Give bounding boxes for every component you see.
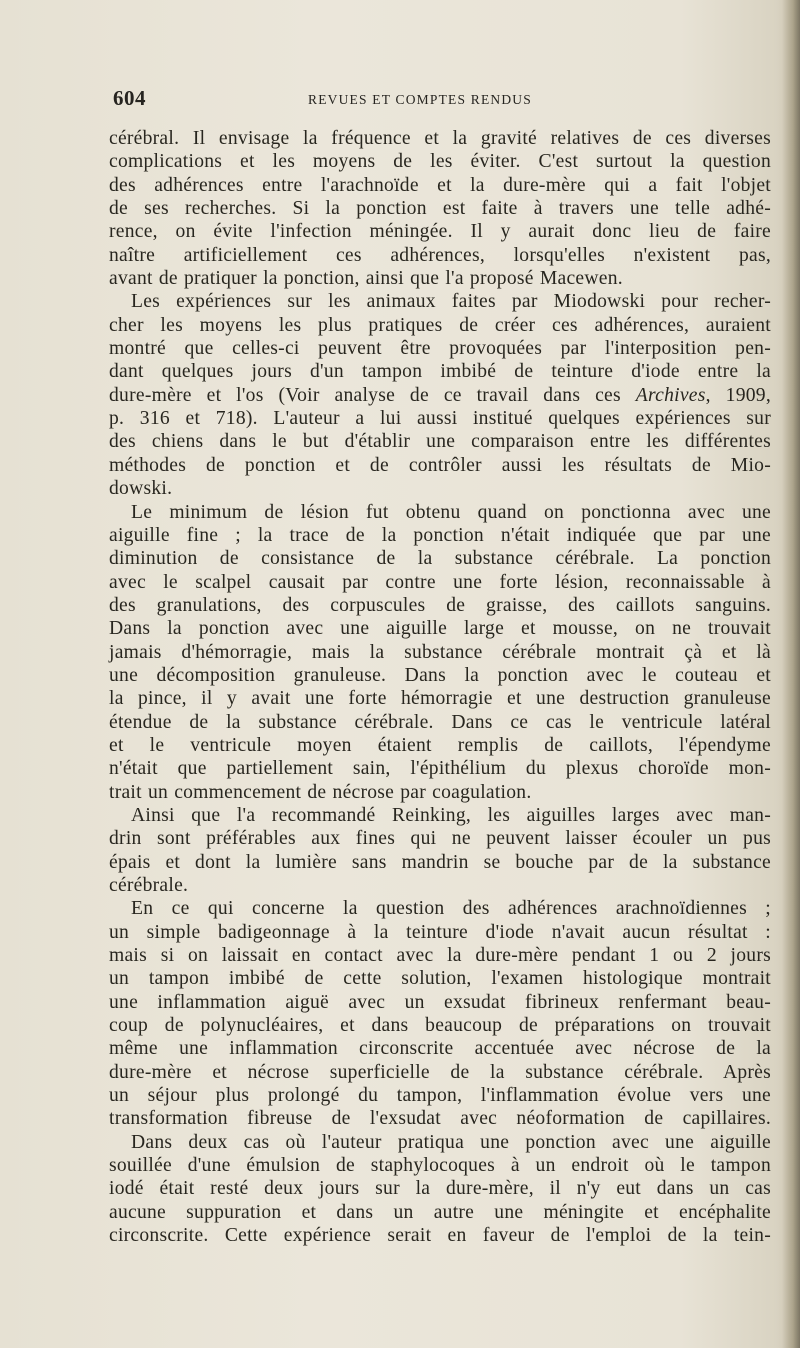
text-line: montré que celles-ci peuvent être provoquées par l'interposition pen- (109, 338, 771, 360)
page-number: 604 (113, 86, 146, 110)
text-line-with-italic (109, 384, 771, 407)
text-line: iodé était resté deux jours sur la dure-mère, il n'y eut dans un cas (109, 1178, 771, 1200)
text-line: Dans la ponction avec une aiguille large et mousse, on ne trouvait (109, 618, 771, 640)
text-line: des adhérences entre l'arachnoïde et la dure-mère qui a fait l'objet (109, 174, 771, 196)
text-line: drin sont préférables aux fines qui ne peuvent laisser écouler un pus (109, 828, 771, 850)
text-line: de ses recherches. Si la ponction est faite à travers une telle adhé- (109, 198, 771, 220)
text-line: avant de pratiquer la ponction, ainsi que l'a proposé Macewen. (109, 268, 623, 290)
text-line: étendue de la substance cérébrale. Dans ce cas le ventricule latéral (109, 711, 771, 733)
text-line: un séjour plus prolongé du tampon, l'inflammation évolue vers une (109, 1085, 771, 1107)
text-line: une inflammation aiguë avec un exsudat fibrineux renfermant beau- (109, 991, 771, 1013)
text-line: n'était que partiellement sain, l'épithélium du plexus choroïde mon- (109, 758, 771, 780)
text-line: un tampon imbibé de cette solution, l'examen histologique montrait (109, 968, 771, 990)
text-line: transformation fibreuse de l'exsudat avec néoformation de capillaires. (109, 1108, 771, 1130)
page-header (113, 86, 761, 116)
text-line: Dans deux cas où l'auteur pratiqua une ponction avec une aiguille (131, 1131, 771, 1153)
text-line: Les expériences sur les animaux faites par Miodowski pour recher- (131, 291, 771, 313)
text-line: des granulations, des corpuscules de graisse, des caillots sanguins. (109, 594, 771, 616)
text-line: avec le scalpel causait par contre une forte lésion, reconnaissable à (109, 571, 771, 593)
text-segment: , 1909, (705, 384, 771, 406)
text-line: coup de polynucléaires, et dans beaucoup de préparations on trouvait (109, 1015, 771, 1037)
text-line: dant quelques jours d'un tampon imbibé de teinture d'iode entre la (109, 361, 771, 383)
text-line: et le ventricule moyen étaient remplis de caillots, l'épendyme (109, 734, 771, 756)
text-line: Le minimum de lésion fut obtenu quand on ponctionna avec une (131, 501, 771, 523)
text-line: complications et les moyens de les éviter. C'est surtout la question (109, 151, 771, 173)
text-line: mais si on laissait en contact avec la dure-mère pendant 1 ou 2 jours (109, 945, 771, 967)
text-line: dowski. (109, 478, 173, 500)
text-line: diminution de consistance de la substance cérébrale. La ponction (109, 548, 771, 570)
text-line: un simple badigeonnage à la teinture d'iode n'avait aucun résultat : (109, 921, 771, 943)
running-title: REVUES ET COMPTES RENDUS (308, 92, 532, 107)
text-line: Ainsi que l'a recommandé Reinking, les aiguilles larges avec man- (131, 804, 771, 826)
text-line: naître artificiellement ces adhérences, lorsqu'elles n'existent pas, (109, 244, 771, 266)
text-line: souillée d'une émulsion de staphylocoques à un endroit où le tampon (109, 1155, 771, 1177)
journal-title: Archives (635, 384, 706, 406)
text-line: cérébral. Il envisage la fréquence et la gravité relatives de ces diverses (109, 128, 771, 149)
body-text (109, 127, 771, 1248)
text-line: circonscrite. Cette expérience serait en faveur de l'emploi de la tein- (109, 1225, 771, 1247)
text-line: aucune suppuration et dans un autre une méningite et encéphalite (109, 1201, 771, 1223)
text-line: cérébrale. (109, 875, 189, 896)
text-line: En ce qui concerne la question des adhérences arachnoïdiennes ; (131, 898, 771, 920)
text-line: une décomposition granuleuse. Dans la ponction avec le couteau et (109, 664, 771, 686)
text-segment: dure-mère et l'os (Voir analyse de ce travail dans ces (109, 384, 636, 406)
text-line: cher les moyens les plus pratiques de créer ces adhérences, auraient (109, 314, 771, 336)
text-line: la pince, il y avait une forte hémorragie et une destruction granuleuse (109, 688, 771, 710)
page-edge-shadow (782, 0, 800, 1348)
text-line: même une inflammation circonscrite accentuée avec nécrose de la (109, 1038, 771, 1060)
text-line: p. 316 et 718). L'auteur a lui aussi institué quelques expériences sur (109, 408, 771, 430)
text-line: des chiens dans le but d'établir une comparaison entre les différentes (109, 431, 771, 453)
text-line: trait un commencement de nécrose par coagulation. (109, 781, 532, 803)
text-line: aiguille fine ; la trace de la ponction n'était indiquée que par une (109, 524, 771, 546)
text-line: rence, on évite l'infection méningée. Il y aurait donc lieu de faire (109, 221, 771, 243)
text-line: jamais d'hémorragie, mais la substance cérébrale montrait çà et là (109, 641, 771, 663)
text-line: méthodes de ponction et de contrôler aussi les résultats de Mio- (109, 454, 771, 476)
text-line: épais et dont la lumière sans mandrin se bouche par de la substance (109, 851, 771, 873)
text-line: dure-mère et nécrose superficielle de la substance cérébrale. Après (109, 1061, 771, 1083)
